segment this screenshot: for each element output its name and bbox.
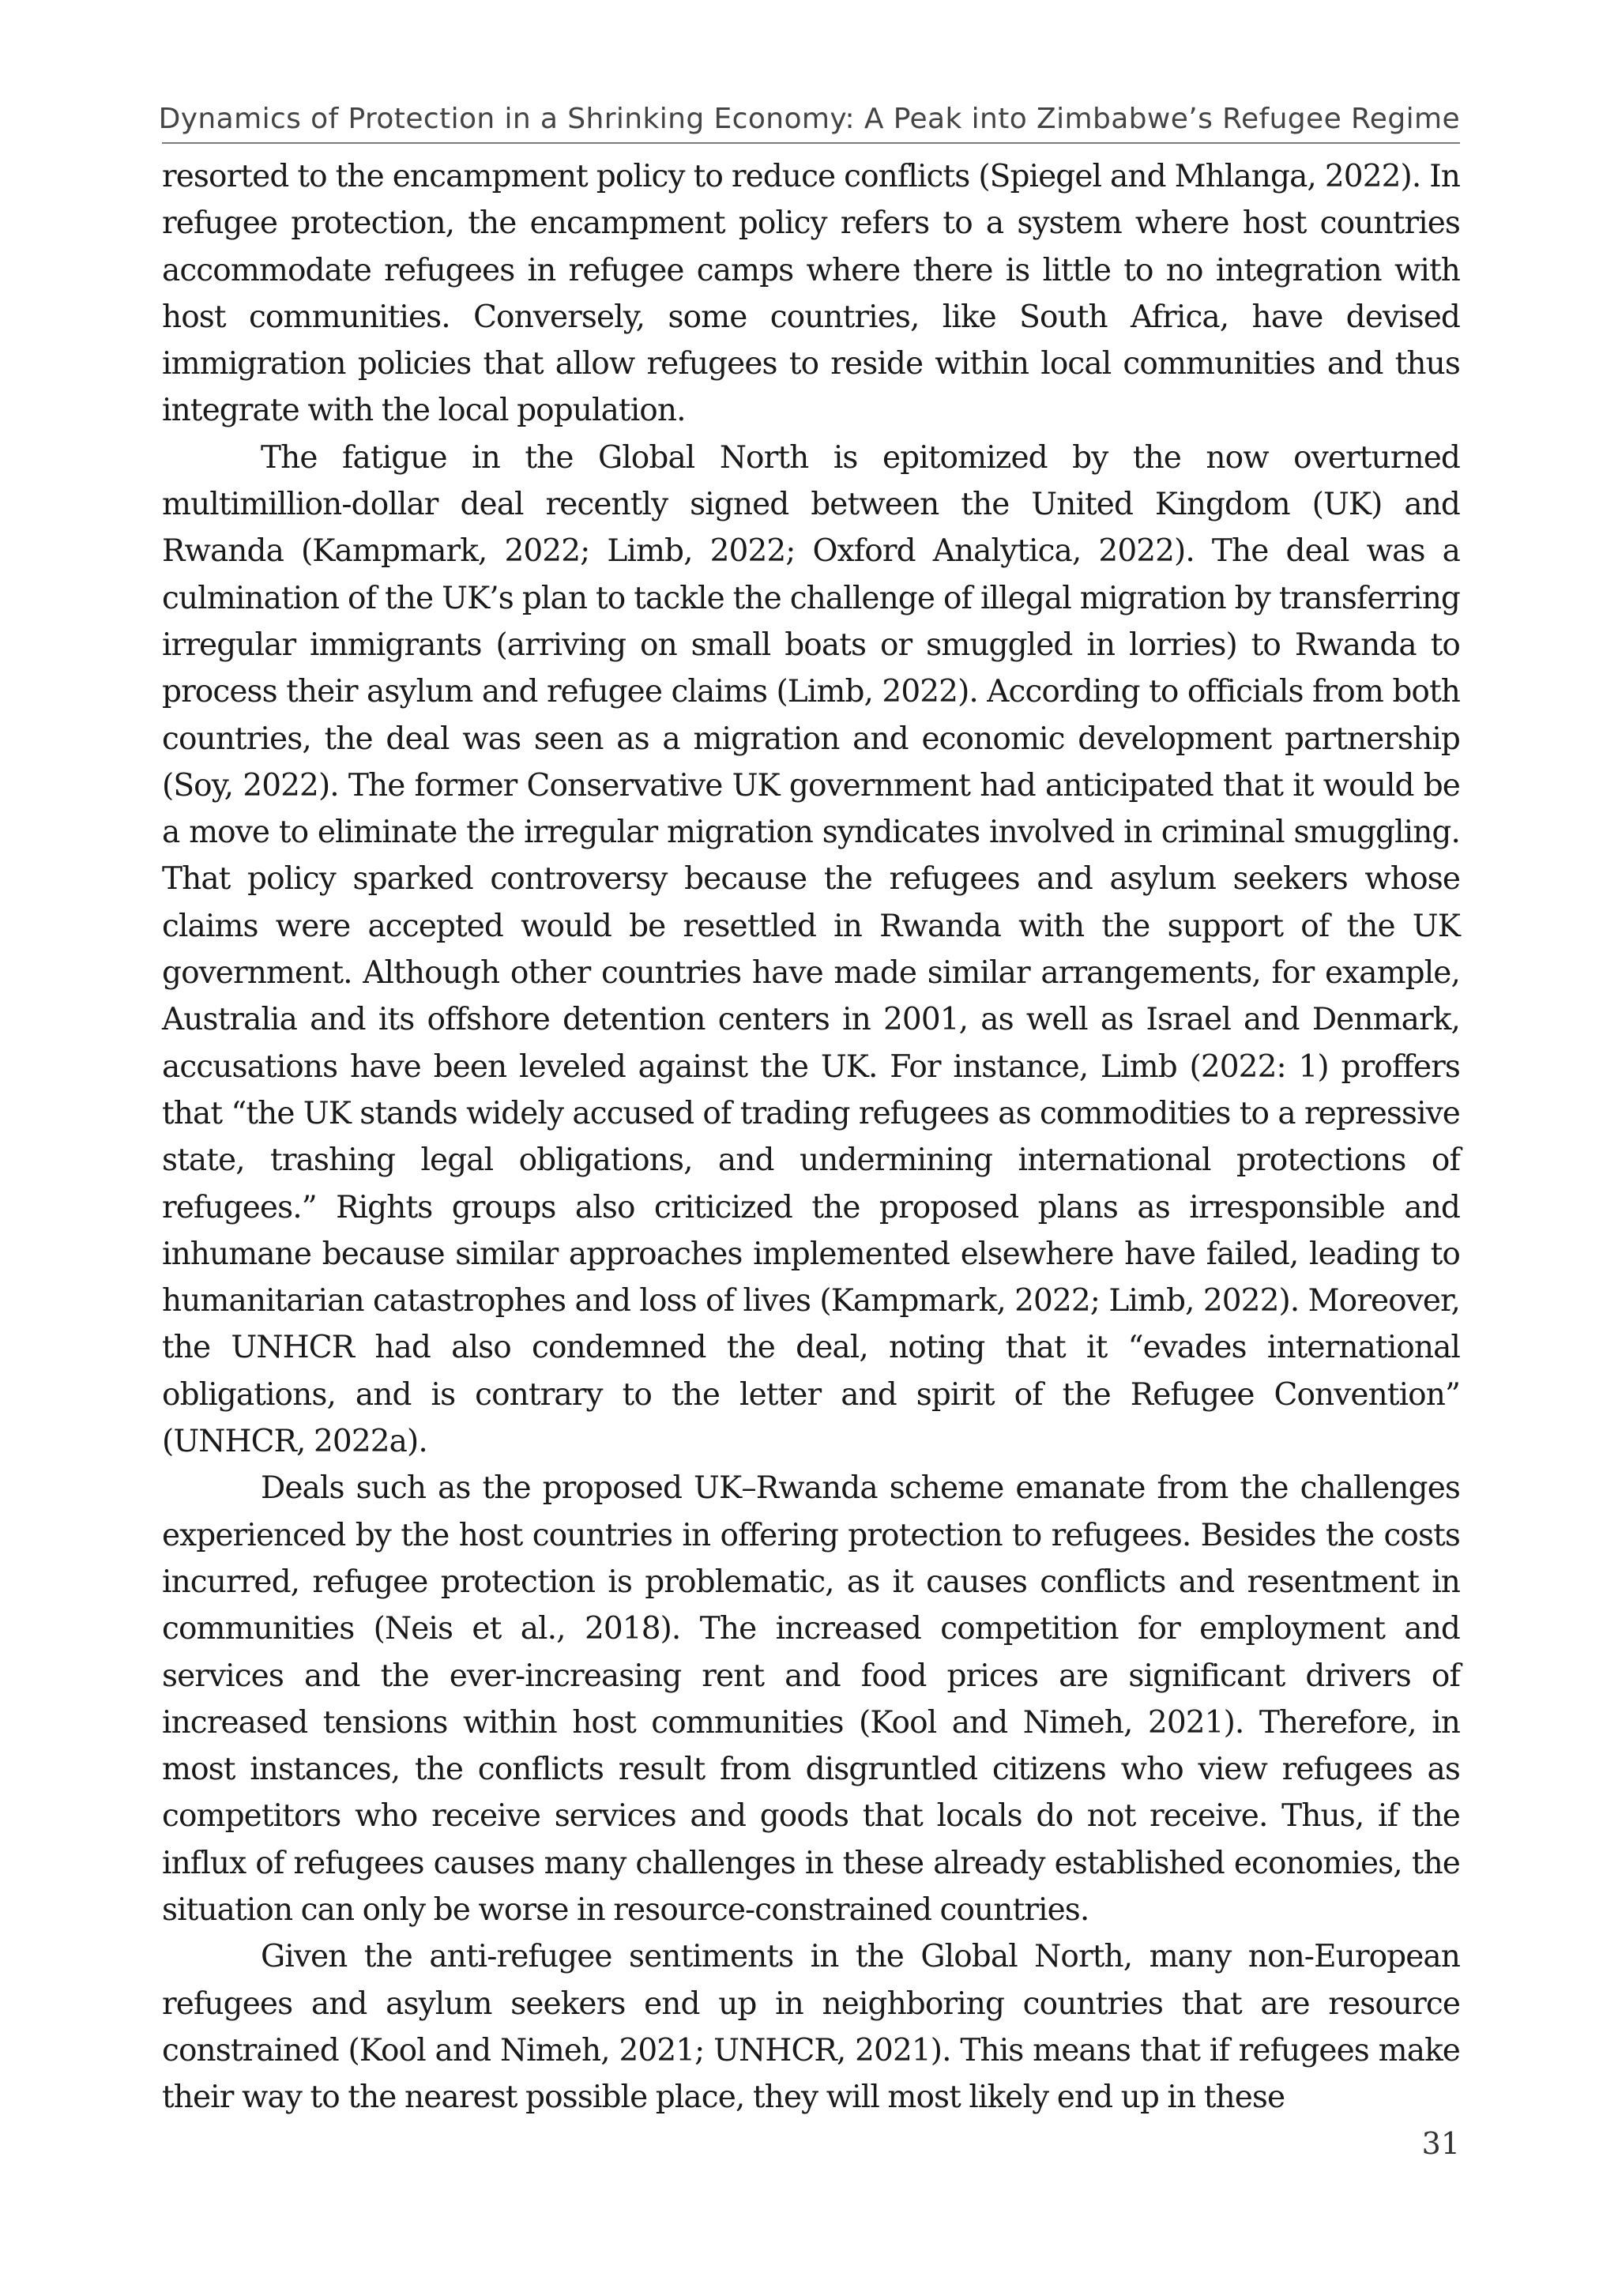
running-header [158,95,1460,144]
paragraph-continuation: resorted to the encampment policy to reduce conflicts (Spiegel and Mhlanga, 2022). In refugee protection, the encampment policy refers to a system where host countries accommodate refugees in refugee camps where there is little to no integration with host communities. Conversely, some countries, like South Africa, have devised immigration policies that allow refugees to reside within local communities and thus integrate with the local population. [162,159,1460,429]
paragraph-uk-rwanda-deal: The fatigue in the Global North is epitomized by the now overturned multimillion-dollar deal recently signed between the United Kingdom (UK) and Rwanda (Kampmark, 2022; Limb, 2022; Oxford Analytica, 2022). The deal was a culmination of the UK’s plan to tackle the challenge of illegal migration by transferring irregular immigrants (arriving on small boats or smuggled in lorries) to Rwanda to process their asylum and refugee claims (Limb, 2022). According to officials from both countries, the deal was seen as a migration and economic development partnership (Soy, 2022). The former Conservative UK government had anticipated that it would be a move to eliminate the irregular migration syndicates involved in criminal smuggling. That policy sparked controversy because the refugees and asylum seekers whose claims were accepted would be resettled in Rwanda with the support of the UK government. Although other countries have made similar arrangements, for example, Australia and its offshore detention centers in 2001, as well as Israel and Denmark, accusations have been leveled against the UK. For instance, Limb (2022: 1) proffers that “the UK stands widely accused of trading refugees as commodities to a repressive state, trashing legal obligations, and undermining international protections of refugees.” Rights groups also criticized the proposed plans as irresponsible and inhumane because similar approaches implemented elsewhere have failed, leading to humanitarian catastrophes and loss of lives (Kampmark, 2022; Limb, 2022). Moreover, the UNHCR had also condemned the deal, noting that it “evades international obligations, and is contrary to the letter and spirit of the Refugee Convention” (UNHCR, 2022a). [162,439,1460,1460]
paragraph-neighboring-countries: Given the anti-refugee sentiments in the Global North, many non-European refugees and asylum seekers end up in neighboring countries that are resource constrained (Kool and Nimeh, 2021; UNHCR, 2021). This means that if refugees make their way to the nearest possible place, they will most likely end up in these [162,1939,1460,2116]
running-header-title: Dynamics of Protection in a Shrinking Economy: A Peak into Zimbabwe’s Refugee Regime [158,103,1460,135]
page-number: 31 [1421,2126,1460,2161]
paragraph-host-challenges: Deals such as the proposed UK–Rwanda scheme emanate from the challenges experienced by the host countries in offering protection to refugees. Besides the costs incurred, refugee protection is problematic, as it causes conflicts and resentment in communities (Neis et al., 2018). The increased competition for employment and services and the ever-increasing rent and food prices are significant drivers of increased tensions within host communities (Kool and Nimeh, 2021). Therefore, in most instances, the conflicts result from disgruntled citizens who view refugees as competitors who receive services and goods that locals do not receive. Thus, if the influx of refugees causes many challenges in these already established economies, the situation can only be worse in resource-constrained countries. [162,1470,1460,1928]
body-text [162,153,1460,2121]
